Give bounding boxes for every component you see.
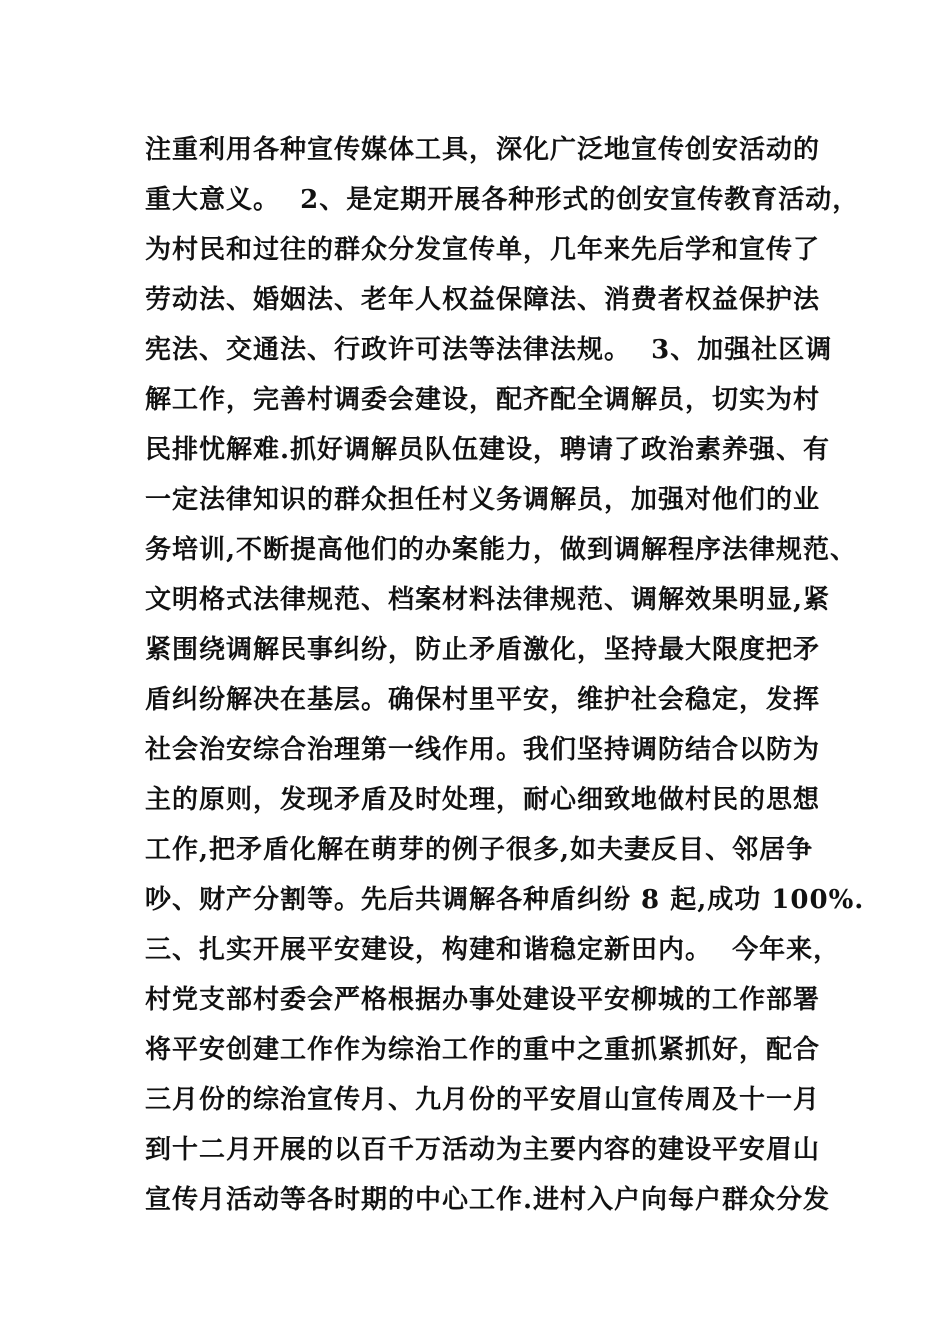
text-line: 宪法、交通法、行政许可法等法律法规。 3、加强社区调	[145, 335, 833, 365]
text-line: 劳动法、婚姻法、老年人权益保障法、消费者权益保护法	[145, 285, 821, 315]
text-line: 务培训,不断提高他们的办案能力，做到调解程序法律规范、	[145, 535, 858, 565]
text-line: 为村民和过往的群众分发宣传单，几年来先后学和宣传了	[145, 235, 821, 265]
text-line: 注重利用各种宣传媒体工具，深化广泛地宣传创安活动的	[145, 135, 821, 165]
text-line: 到十二月开展的以百千万活动为主要内容的建设平安眉山	[145, 1135, 821, 1165]
text-line: 吵、财产分割等。先后共调解各种盾纠纷 8 起,成功 100%.	[145, 885, 865, 915]
text-line: 盾纠纷解决在基层。确保村里平安，维护社会稳定，发挥	[145, 685, 821, 715]
text-line: 三、扎实开展平安建设，构建和谐稳定新田内。 今年来，	[145, 935, 841, 965]
text-line: 村党支部村委会严格根据办事处建设平安柳城的工作部署	[145, 985, 821, 1015]
text-line: 文明格式法律规范、档案材料法律规范、调解效果明显,紧	[145, 585, 831, 615]
text-line: 解工作，完善村调委会建设，配齐配全调解员，切实为村	[145, 385, 821, 415]
text-line: 宣传月活动等各时期的中心工作.进村入户向每户群众分发	[145, 1185, 831, 1215]
text-line: 工作,把矛盾化解在萌芽的例子很多,如夫妻反目、邻居争	[145, 835, 814, 865]
text-line: 一定法律知识的群众担任村义务调解员，加强对他们的业	[145, 485, 821, 515]
text-line: 将平安创建工作作为综治工作的重中之重抓紧抓好，配合	[145, 1035, 821, 1065]
text-line: 主的原则，发现矛盾及时处理，耐心细致地做村民的思想	[145, 785, 821, 815]
text-line: 社会治安综合治理第一线作用。我们坚持调防结合以防为	[145, 735, 821, 765]
text-line: 紧围绕调解民事纠纷，防止矛盾激化，坚持最大限度把矛	[145, 635, 821, 665]
text-line: 重大意义。 2、是定期开展各种形式的创安宣传教育活动，	[145, 185, 860, 215]
text-line: 民排忧解难.抓好调解员队伍建设，聘请了政治素养强、有	[145, 435, 831, 465]
text-line: 三月份的综治宣传月、九月份的平安眉山宣传周及十一月	[145, 1085, 821, 1115]
